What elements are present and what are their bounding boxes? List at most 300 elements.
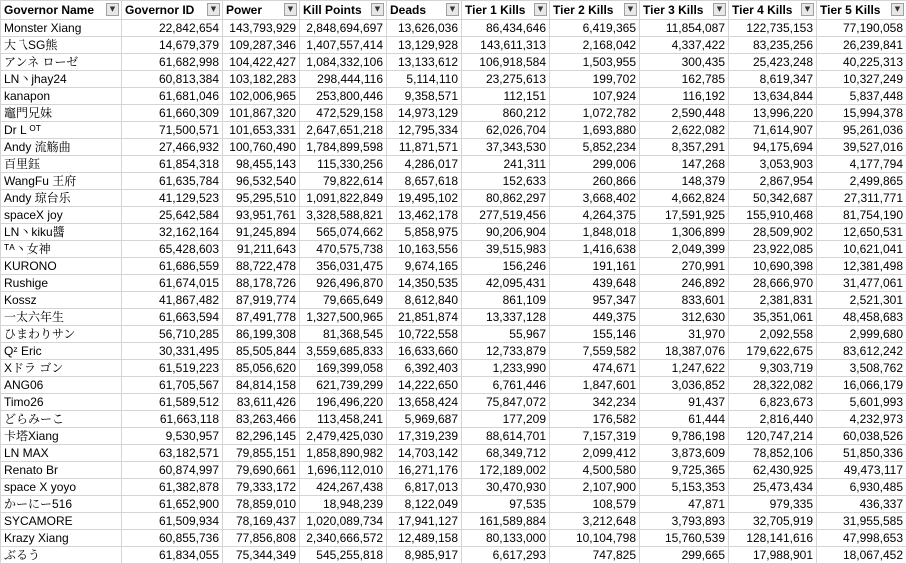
table-cell[interactable]: 833,601: [640, 292, 729, 309]
table-cell[interactable]: 71,500,571: [122, 122, 223, 139]
table-cell[interactable]: 143,611,313: [462, 37, 550, 54]
table-cell[interactable]: 2,092,558: [729, 326, 817, 343]
governor-name-cell[interactable]: ひまわりサン: [1, 326, 122, 343]
governor-name-cell[interactable]: Andy 琼台乐: [1, 190, 122, 207]
table-cell[interactable]: 84,814,158: [223, 377, 300, 394]
column-header[interactable]: [122, 1, 223, 20]
table-cell[interactable]: 2,499,865: [817, 173, 906, 190]
table-cell[interactable]: 147,268: [640, 156, 729, 173]
table-cell[interactable]: 14,350,535: [387, 275, 462, 292]
table-cell[interactable]: 2,867,954: [729, 173, 817, 190]
table-cell[interactable]: 48,458,683: [817, 309, 906, 326]
table-cell[interactable]: 18,067,452: [817, 547, 906, 564]
filter-dropdown-icon[interactable]: ▼: [207, 3, 220, 16]
table-cell[interactable]: 9,674,165: [387, 258, 462, 275]
governor-name-cell[interactable]: LN MAX: [1, 445, 122, 462]
table-cell[interactable]: 2,099,412: [550, 445, 640, 462]
table-cell[interactable]: 6,761,446: [462, 377, 550, 394]
table-cell[interactable]: 79,822,614: [300, 173, 387, 190]
table-cell[interactable]: 28,666,970: [729, 275, 817, 292]
table-cell[interactable]: 6,930,485: [817, 479, 906, 496]
table-cell[interactable]: 7,559,582: [550, 343, 640, 360]
table-cell[interactable]: 87,491,778: [223, 309, 300, 326]
column-header[interactable]: [387, 1, 462, 20]
table-cell[interactable]: 8,357,291: [640, 139, 729, 156]
table-cell[interactable]: 2,622,082: [640, 122, 729, 139]
table-cell[interactable]: 565,074,662: [300, 224, 387, 241]
table-cell[interactable]: 299,006: [550, 156, 640, 173]
table-cell[interactable]: 107,924: [550, 88, 640, 105]
table-cell[interactable]: 4,500,580: [550, 462, 640, 479]
table-cell[interactable]: 5,601,993: [817, 394, 906, 411]
table-cell[interactable]: 82,296,145: [223, 428, 300, 445]
governor-name-cell[interactable]: ぶるう: [1, 547, 122, 564]
table-cell[interactable]: 10,621,041: [817, 241, 906, 258]
table-cell[interactable]: 8,122,049: [387, 496, 462, 513]
table-cell[interactable]: 61,686,559: [122, 258, 223, 275]
table-cell[interactable]: 161,589,884: [462, 513, 550, 530]
table-cell[interactable]: 79,665,649: [300, 292, 387, 309]
table-cell[interactable]: 860,212: [462, 105, 550, 122]
table-cell[interactable]: 1,020,089,734: [300, 513, 387, 530]
table-cell[interactable]: 5,837,448: [817, 88, 906, 105]
column-header[interactable]: [817, 1, 906, 20]
table-cell[interactable]: 1,503,955: [550, 54, 640, 71]
table-cell[interactable]: 63,182,571: [122, 445, 223, 462]
table-cell[interactable]: 6,617,293: [462, 547, 550, 564]
table-cell[interactable]: 26,239,841: [817, 37, 906, 54]
table-cell[interactable]: 11,871,571: [387, 139, 462, 156]
table-cell[interactable]: 172,189,002: [462, 462, 550, 479]
table-cell[interactable]: 300,435: [640, 54, 729, 71]
governor-name-cell[interactable]: かーにー516: [1, 496, 122, 513]
governor-name-cell[interactable]: LN丶kiku醬: [1, 224, 122, 241]
table-cell[interactable]: 621,739,299: [300, 377, 387, 394]
table-cell[interactable]: 957,347: [550, 292, 640, 309]
table-cell[interactable]: 5,858,975: [387, 224, 462, 241]
table-cell[interactable]: 9,358,571: [387, 88, 462, 105]
table-cell[interactable]: 196,496,220: [300, 394, 387, 411]
table-cell[interactable]: 277,519,456: [462, 207, 550, 224]
table-cell[interactable]: 41,129,523: [122, 190, 223, 207]
filter-dropdown-icon[interactable]: ▼: [284, 3, 297, 16]
table-cell[interactable]: 12,650,531: [817, 224, 906, 241]
table-cell[interactable]: 16,271,176: [387, 462, 462, 479]
filter-dropdown-icon[interactable]: ▼: [446, 3, 459, 16]
table-cell[interactable]: 439,648: [550, 275, 640, 292]
table-cell[interactable]: 979,335: [729, 496, 817, 513]
table-cell[interactable]: 32,162,164: [122, 224, 223, 241]
column-header[interactable]: [223, 1, 300, 20]
table-cell[interactable]: 1,784,899,598: [300, 139, 387, 156]
table-cell[interactable]: 86,199,308: [223, 326, 300, 343]
table-cell[interactable]: 61,854,318: [122, 156, 223, 173]
table-cell[interactable]: 246,892: [640, 275, 729, 292]
table-cell[interactable]: 42,095,431: [462, 275, 550, 292]
table-cell[interactable]: 270,991: [640, 258, 729, 275]
table-cell[interactable]: 14,973,129: [387, 105, 462, 122]
table-cell[interactable]: 3,053,903: [729, 156, 817, 173]
table-cell[interactable]: 50,342,687: [729, 190, 817, 207]
table-cell[interactable]: 10,722,558: [387, 326, 462, 343]
table-cell[interactable]: 30,331,495: [122, 343, 223, 360]
table-cell[interactable]: 27,466,932: [122, 139, 223, 156]
table-cell[interactable]: 19,495,102: [387, 190, 462, 207]
table-cell[interactable]: 10,163,556: [387, 241, 462, 258]
table-cell[interactable]: 106,918,584: [462, 54, 550, 71]
table-cell[interactable]: 56,710,285: [122, 326, 223, 343]
table-cell[interactable]: 3,508,762: [817, 360, 906, 377]
filter-dropdown-icon[interactable]: ▼: [371, 3, 384, 16]
table-cell[interactable]: 31,970: [640, 326, 729, 343]
governor-name-cell[interactable]: 一太六年生: [1, 309, 122, 326]
table-cell[interactable]: 4,286,017: [387, 156, 462, 173]
table-cell[interactable]: 116,192: [640, 88, 729, 105]
table-cell[interactable]: 14,703,142: [387, 445, 462, 462]
table-cell[interactable]: 113,458,241: [300, 411, 387, 428]
table-cell[interactable]: 22,842,654: [122, 20, 223, 37]
table-cell[interactable]: 13,337,128: [462, 309, 550, 326]
table-cell[interactable]: 8,612,840: [387, 292, 462, 309]
governor-name-cell[interactable]: アンネ ローゼ: [1, 54, 122, 71]
table-cell[interactable]: 298,444,116: [300, 71, 387, 88]
governor-name-cell[interactable]: Xドラ ゴン: [1, 360, 122, 377]
table-cell[interactable]: 152,633: [462, 173, 550, 190]
governor-name-cell[interactable]: ᵀᴬ丶女神: [1, 241, 122, 258]
governor-name-cell[interactable]: SYCAMORE: [1, 513, 122, 530]
table-cell[interactable]: 97,535: [462, 496, 550, 513]
table-cell[interactable]: 2,521,301: [817, 292, 906, 309]
table-cell[interactable]: 13,626,036: [387, 20, 462, 37]
table-cell[interactable]: 61,509,934: [122, 513, 223, 530]
table-cell[interactable]: 747,825: [550, 547, 640, 564]
table-cell[interactable]: 61,382,878: [122, 479, 223, 496]
table-cell[interactable]: 94,175,694: [729, 139, 817, 156]
table-cell[interactable]: 98,455,143: [223, 156, 300, 173]
governor-name-cell[interactable]: Rushige: [1, 275, 122, 292]
table-cell[interactable]: 148,379: [640, 173, 729, 190]
table-cell[interactable]: 10,690,398: [729, 258, 817, 275]
governor-name-cell[interactable]: Qᶻ Eric: [1, 343, 122, 360]
table-cell[interactable]: 13,996,220: [729, 105, 817, 122]
governor-name-cell[interactable]: Monster Xiang: [1, 20, 122, 37]
table-cell[interactable]: 155,910,468: [729, 207, 817, 224]
table-cell[interactable]: 86,434,646: [462, 20, 550, 37]
table-cell[interactable]: 35,351,061: [729, 309, 817, 326]
table-cell[interactable]: 39,527,016: [817, 139, 906, 156]
table-cell[interactable]: 55,967: [462, 326, 550, 343]
table-cell[interactable]: 60,038,526: [817, 428, 906, 445]
table-cell[interactable]: 10,104,798: [550, 530, 640, 547]
table-cell[interactable]: 9,725,365: [640, 462, 729, 479]
governor-name-cell[interactable]: WangFu 王府: [1, 173, 122, 190]
table-cell[interactable]: 15,994,378: [817, 105, 906, 122]
table-cell[interactable]: 87,919,774: [223, 292, 300, 309]
governor-name-cell[interactable]: Andy 流觞曲: [1, 139, 122, 156]
table-cell[interactable]: 5,114,110: [387, 71, 462, 88]
table-cell[interactable]: 342,234: [550, 394, 640, 411]
table-cell[interactable]: 1,848,018: [550, 224, 640, 241]
table-cell[interactable]: 21,851,874: [387, 309, 462, 326]
table-cell[interactable]: 2,647,651,218: [300, 122, 387, 139]
table-cell[interactable]: 16,633,660: [387, 343, 462, 360]
table-cell[interactable]: 93,951,761: [223, 207, 300, 224]
column-header[interactable]: [462, 1, 550, 20]
table-cell[interactable]: 61,834,055: [122, 547, 223, 564]
table-cell[interactable]: 78,852,106: [729, 445, 817, 462]
table-cell[interactable]: 1,696,112,010: [300, 462, 387, 479]
table-cell[interactable]: 40,225,313: [817, 54, 906, 71]
table-cell[interactable]: 95,295,510: [223, 190, 300, 207]
table-cell[interactable]: 101,653,331: [223, 122, 300, 139]
table-cell[interactable]: 75,847,072: [462, 394, 550, 411]
table-cell[interactable]: 1,306,899: [640, 224, 729, 241]
table-cell[interactable]: 80,862,297: [462, 190, 550, 207]
table-cell[interactable]: 2,340,666,572: [300, 530, 387, 547]
table-cell[interactable]: 162,785: [640, 71, 729, 88]
table-cell[interactable]: 120,747,214: [729, 428, 817, 445]
table-cell[interactable]: 7,157,319: [550, 428, 640, 445]
table-cell[interactable]: 5,153,353: [640, 479, 729, 496]
table-cell[interactable]: 861,109: [462, 292, 550, 309]
governor-name-cell[interactable]: Renato Br: [1, 462, 122, 479]
table-cell[interactable]: 3,793,893: [640, 513, 729, 530]
table-cell[interactable]: 28,509,902: [729, 224, 817, 241]
governor-name-cell[interactable]: 大乁SG熊: [1, 37, 122, 54]
table-cell[interactable]: 128,141,616: [729, 530, 817, 547]
table-cell[interactable]: 25,473,434: [729, 479, 817, 496]
table-cell[interactable]: 17,591,925: [640, 207, 729, 224]
table-cell[interactable]: 47,871: [640, 496, 729, 513]
table-cell[interactable]: 41,867,482: [122, 292, 223, 309]
table-cell[interactable]: 449,375: [550, 309, 640, 326]
table-cell[interactable]: 79,333,172: [223, 479, 300, 496]
table-cell[interactable]: 6,817,013: [387, 479, 462, 496]
governor-name-cell[interactable]: KURONO: [1, 258, 122, 275]
table-cell[interactable]: 8,985,917: [387, 547, 462, 564]
table-cell[interactable]: 13,658,424: [387, 394, 462, 411]
governor-name-cell[interactable]: Timo26: [1, 394, 122, 411]
table-cell[interactable]: 14,679,379: [122, 37, 223, 54]
table-cell[interactable]: 470,575,738: [300, 241, 387, 258]
table-cell[interactable]: 79,690,661: [223, 462, 300, 479]
table-cell[interactable]: 28,322,082: [729, 377, 817, 394]
table-cell[interactable]: 103,182,283: [223, 71, 300, 88]
table-cell[interactable]: 3,873,609: [640, 445, 729, 462]
table-cell[interactable]: 12,381,498: [817, 258, 906, 275]
table-cell[interactable]: 2,107,900: [550, 479, 640, 496]
governor-name-cell[interactable]: spaceX joy: [1, 207, 122, 224]
table-cell[interactable]: 4,264,375: [550, 207, 640, 224]
table-cell[interactable]: 95,261,036: [817, 122, 906, 139]
table-cell[interactable]: 12,733,879: [462, 343, 550, 360]
table-cell[interactable]: 80,133,000: [462, 530, 550, 547]
table-cell[interactable]: 109,287,346: [223, 37, 300, 54]
table-cell[interactable]: 122,735,153: [729, 20, 817, 37]
table-cell[interactable]: 14,222,650: [387, 377, 462, 394]
table-cell[interactable]: 2,049,399: [640, 241, 729, 258]
governor-name-cell[interactable]: 卡塔Xiang: [1, 428, 122, 445]
table-cell[interactable]: 61,681,046: [122, 88, 223, 105]
filter-dropdown-icon[interactable]: ▼: [801, 3, 814, 16]
table-cell[interactable]: 3,559,685,833: [300, 343, 387, 360]
table-cell[interactable]: 61,652,900: [122, 496, 223, 513]
table-cell[interactable]: 79,855,151: [223, 445, 300, 462]
table-cell[interactable]: 472,529,158: [300, 105, 387, 122]
filter-dropdown-icon[interactable]: ▼: [713, 3, 726, 16]
table-cell[interactable]: 13,133,612: [387, 54, 462, 71]
table-cell[interactable]: 78,169,437: [223, 513, 300, 530]
table-cell[interactable]: 8,657,618: [387, 173, 462, 190]
column-header[interactable]: [550, 1, 640, 20]
table-cell[interactable]: 91,245,894: [223, 224, 300, 241]
table-cell[interactable]: 102,006,965: [223, 88, 300, 105]
table-cell[interactable]: 18,387,076: [640, 343, 729, 360]
table-cell[interactable]: 143,793,929: [223, 20, 300, 37]
governor-name-cell[interactable]: 竈門兄妹: [1, 105, 122, 122]
governor-name-cell[interactable]: space X yoyo: [1, 479, 122, 496]
table-cell[interactable]: 100,760,490: [223, 139, 300, 156]
table-cell[interactable]: 65,428,603: [122, 241, 223, 258]
table-cell[interactable]: 6,392,403: [387, 360, 462, 377]
table-cell[interactable]: 2,381,831: [729, 292, 817, 309]
table-cell[interactable]: 83,611,426: [223, 394, 300, 411]
table-cell[interactable]: 1,416,638: [550, 241, 640, 258]
table-cell[interactable]: 9,786,198: [640, 428, 729, 445]
table-cell[interactable]: 16,066,179: [817, 377, 906, 394]
table-cell[interactable]: 1,084,332,106: [300, 54, 387, 71]
table-cell[interactable]: 10,327,249: [817, 71, 906, 88]
table-cell[interactable]: 60,874,997: [122, 462, 223, 479]
table-cell[interactable]: 9,530,957: [122, 428, 223, 445]
table-cell[interactable]: 2,479,425,030: [300, 428, 387, 445]
table-cell[interactable]: 47,998,653: [817, 530, 906, 547]
table-cell[interactable]: 156,246: [462, 258, 550, 275]
table-cell[interactable]: 17,941,127: [387, 513, 462, 530]
table-cell[interactable]: 61,663,594: [122, 309, 223, 326]
table-cell[interactable]: 2,590,448: [640, 105, 729, 122]
table-cell[interactable]: 4,177,794: [817, 156, 906, 173]
table-cell[interactable]: 25,423,248: [729, 54, 817, 71]
table-cell[interactable]: 39,515,983: [462, 241, 550, 258]
table-cell[interactable]: 91,211,643: [223, 241, 300, 258]
column-header[interactable]: [1, 1, 122, 20]
table-cell[interactable]: 88,614,701: [462, 428, 550, 445]
governor-name-cell[interactable]: kanapon: [1, 88, 122, 105]
table-cell[interactable]: 260,866: [550, 173, 640, 190]
table-cell[interactable]: 545,255,818: [300, 547, 387, 564]
table-cell[interactable]: 62,430,925: [729, 462, 817, 479]
table-cell[interactable]: 2,816,440: [729, 411, 817, 428]
table-cell[interactable]: 474,671: [550, 360, 640, 377]
table-cell[interactable]: 85,505,844: [223, 343, 300, 360]
table-cell[interactable]: 926,496,870: [300, 275, 387, 292]
table-cell[interactable]: 61,705,567: [122, 377, 223, 394]
table-cell[interactable]: 1,247,622: [640, 360, 729, 377]
filter-dropdown-icon[interactable]: ▼: [534, 3, 547, 16]
table-cell[interactable]: 15,760,539: [640, 530, 729, 547]
table-cell[interactable]: 60,855,736: [122, 530, 223, 547]
table-cell[interactable]: 6,419,365: [550, 20, 640, 37]
table-cell[interactable]: 101,867,320: [223, 105, 300, 122]
table-cell[interactable]: 112,151: [462, 88, 550, 105]
table-cell[interactable]: 1,233,990: [462, 360, 550, 377]
table-cell[interactable]: 71,614,907: [729, 122, 817, 139]
table-cell[interactable]: 61,589,512: [122, 394, 223, 411]
column-header[interactable]: [300, 1, 387, 20]
table-cell[interactable]: 62,026,704: [462, 122, 550, 139]
table-cell[interactable]: 3,212,648: [550, 513, 640, 530]
table-cell[interactable]: 1,091,822,849: [300, 190, 387, 207]
table-cell[interactable]: 13,462,178: [387, 207, 462, 224]
table-cell[interactable]: 11,854,087: [640, 20, 729, 37]
table-cell[interactable]: 241,311: [462, 156, 550, 173]
table-cell[interactable]: 1,847,601: [550, 377, 640, 394]
table-cell[interactable]: 356,031,475: [300, 258, 387, 275]
table-cell[interactable]: 17,319,239: [387, 428, 462, 445]
governor-name-cell[interactable]: ANG06: [1, 377, 122, 394]
table-cell[interactable]: 23,275,613: [462, 71, 550, 88]
table-cell[interactable]: 9,303,719: [729, 360, 817, 377]
table-cell[interactable]: 60,813,384: [122, 71, 223, 88]
column-header[interactable]: [729, 1, 817, 20]
table-cell[interactable]: 83,612,242: [817, 343, 906, 360]
governor-name-cell[interactable]: Kossz: [1, 292, 122, 309]
table-cell[interactable]: 177,209: [462, 411, 550, 428]
table-cell[interactable]: 3,036,852: [640, 377, 729, 394]
filter-dropdown-icon[interactable]: ▼: [891, 3, 904, 16]
table-cell[interactable]: 155,146: [550, 326, 640, 343]
table-cell[interactable]: 90,206,904: [462, 224, 550, 241]
table-cell[interactable]: 17,988,901: [729, 547, 817, 564]
table-cell[interactable]: 179,622,675: [729, 343, 817, 360]
table-cell[interactable]: 88,722,478: [223, 258, 300, 275]
table-cell[interactable]: 83,263,466: [223, 411, 300, 428]
governor-name-cell[interactable]: Krazy Xiang: [1, 530, 122, 547]
table-cell[interactable]: 253,800,446: [300, 88, 387, 105]
table-cell[interactable]: 1,858,890,982: [300, 445, 387, 462]
table-cell[interactable]: 299,665: [640, 547, 729, 564]
table-cell[interactable]: 2,848,694,697: [300, 20, 387, 37]
governor-name-cell[interactable]: Dr L ᴼᵀ: [1, 122, 122, 139]
table-cell[interactable]: 25,642,584: [122, 207, 223, 224]
table-cell[interactable]: 51,850,336: [817, 445, 906, 462]
table-cell[interactable]: 8,619,347: [729, 71, 817, 88]
table-cell[interactable]: 83,235,256: [729, 37, 817, 54]
table-cell[interactable]: 312,630: [640, 309, 729, 326]
column-header[interactable]: [640, 1, 729, 20]
table-cell[interactable]: 424,267,438: [300, 479, 387, 496]
table-cell[interactable]: 1,327,500,965: [300, 309, 387, 326]
table-cell[interactable]: 176,582: [550, 411, 640, 428]
table-cell[interactable]: 6,823,673: [729, 394, 817, 411]
table-cell[interactable]: 68,349,712: [462, 445, 550, 462]
table-cell[interactable]: 1,072,782: [550, 105, 640, 122]
table-cell[interactable]: 23,922,085: [729, 241, 817, 258]
table-cell[interactable]: 81,754,190: [817, 207, 906, 224]
table-cell[interactable]: 27,311,771: [817, 190, 906, 207]
table-cell[interactable]: 61,660,309: [122, 105, 223, 122]
table-cell[interactable]: 61,519,223: [122, 360, 223, 377]
table-cell[interactable]: 85,056,620: [223, 360, 300, 377]
table-cell[interactable]: 199,702: [550, 71, 640, 88]
table-cell[interactable]: 1,407,557,414: [300, 37, 387, 54]
table-cell[interactable]: 2,168,042: [550, 37, 640, 54]
table-cell[interactable]: 169,399,058: [300, 360, 387, 377]
table-cell[interactable]: 12,489,158: [387, 530, 462, 547]
table-cell[interactable]: 5,852,234: [550, 139, 640, 156]
table-cell[interactable]: 32,705,919: [729, 513, 817, 530]
